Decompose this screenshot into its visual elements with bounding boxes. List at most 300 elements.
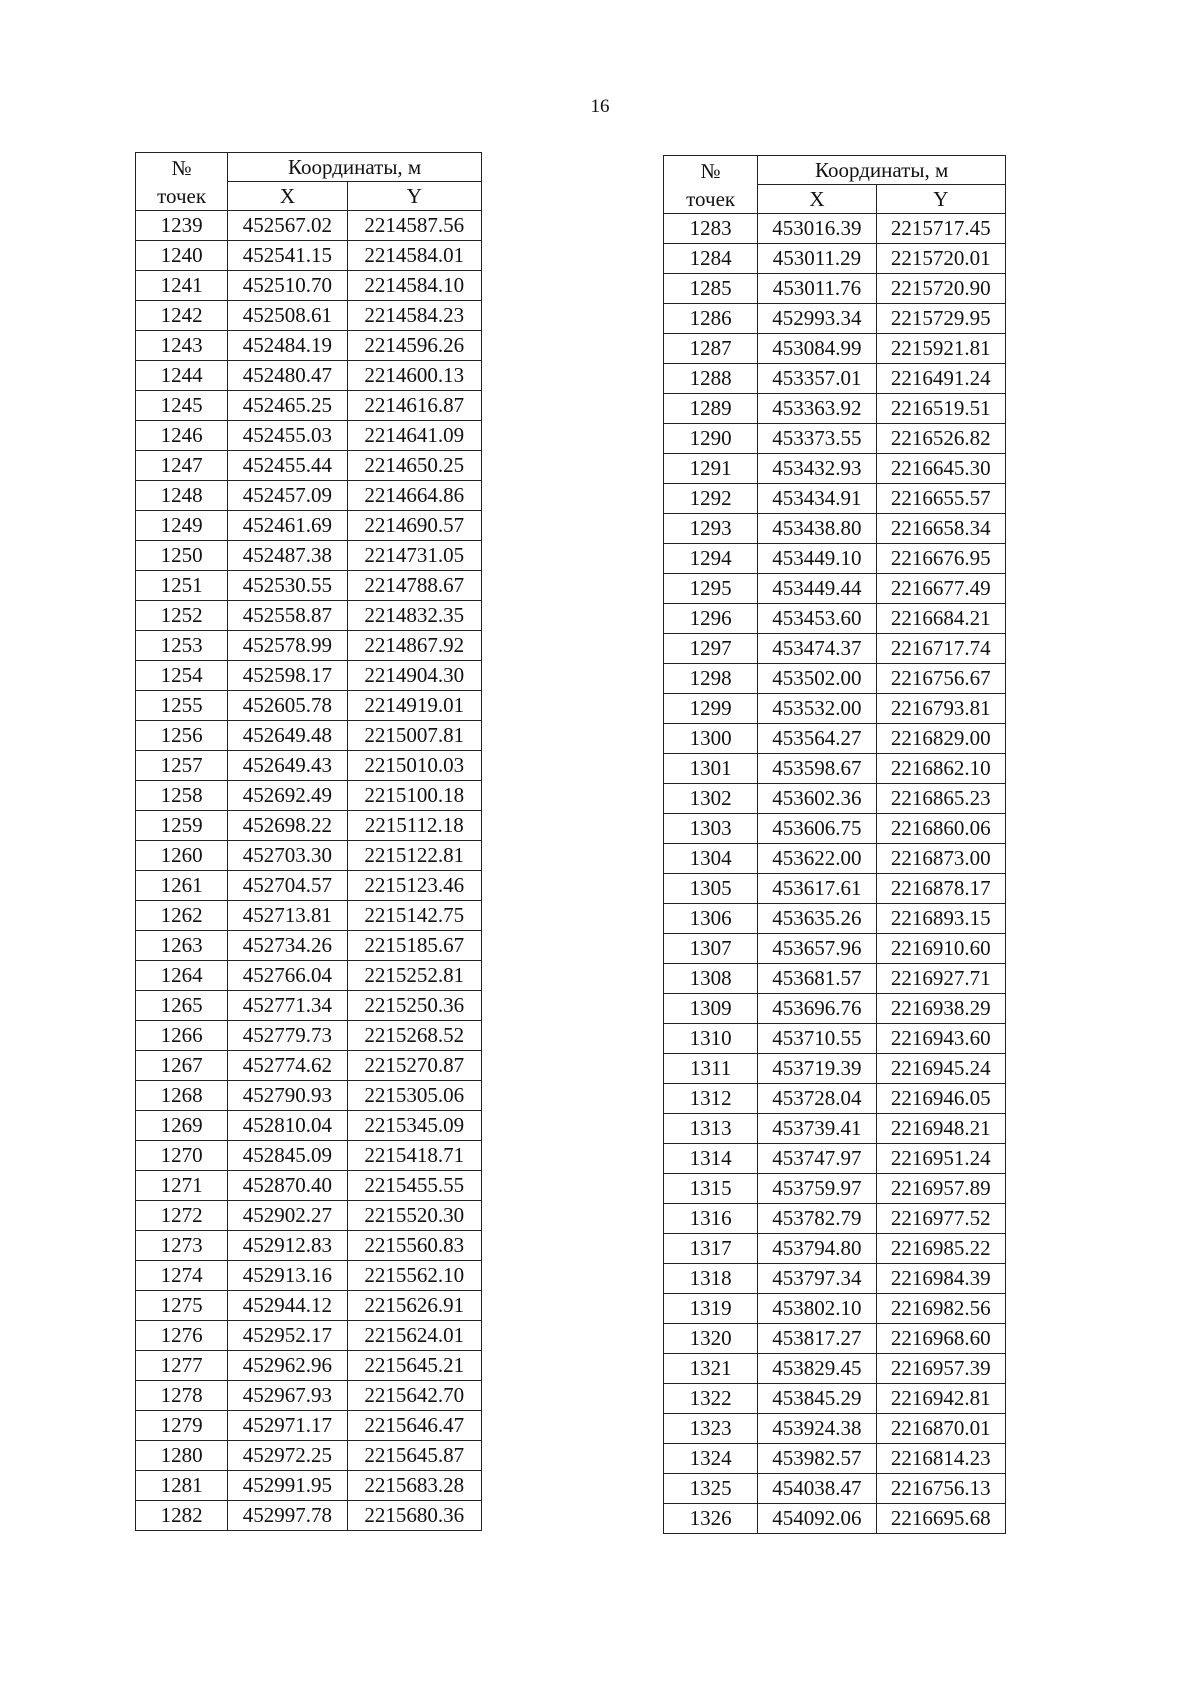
- point-number-cell: 1247: [136, 451, 228, 481]
- table-row: [136, 991, 482, 1021]
- point-number-cell: 1240: [136, 241, 228, 271]
- table-row: [664, 1354, 1006, 1384]
- table-row: [136, 751, 482, 781]
- y-coordinate-cell: 2215122.81: [347, 841, 481, 871]
- x-coordinate-cell: 452649.48: [228, 721, 347, 751]
- x-coordinate-cell: 453016.39: [758, 214, 876, 244]
- table-row: [136, 1141, 482, 1171]
- x-coordinate-cell: 453373.55: [758, 424, 876, 454]
- y-coordinate-cell: 2215250.36: [347, 991, 481, 1021]
- y-coordinate-cell: 2216860.06: [876, 814, 1005, 844]
- x-coordinate-cell: 452649.43: [228, 751, 347, 781]
- point-number-cell: 1308: [664, 964, 758, 994]
- x-coordinate-cell: 453606.75: [758, 814, 876, 844]
- y-coordinate-cell: 2215720.90: [876, 274, 1005, 304]
- table-row: [664, 874, 1006, 904]
- x-coordinate-cell: 452993.34: [758, 304, 876, 334]
- table-row: [136, 1471, 482, 1501]
- y-coordinate-cell: 2215142.75: [347, 901, 481, 931]
- point-number-cell: 1266: [136, 1021, 228, 1051]
- point-number-cell: 1302: [664, 784, 758, 814]
- y-coordinate-cell: 2214919.01: [347, 691, 481, 721]
- point-number-cell: 1315: [664, 1174, 758, 1204]
- table-row: [136, 961, 482, 991]
- y-coordinate-cell: 2215252.81: [347, 961, 481, 991]
- point-number-cell: 1249: [136, 511, 228, 541]
- y-coordinate-cell: 2216829.00: [876, 724, 1005, 754]
- table-row: [136, 811, 482, 841]
- table-row: [136, 481, 482, 511]
- table-row: [664, 544, 1006, 574]
- y-coordinate-cell: 2215010.03: [347, 751, 481, 781]
- table-row: [664, 214, 1006, 244]
- x-coordinate-cell: 452790.93: [228, 1081, 347, 1111]
- point-number-cell: 1322: [664, 1384, 758, 1414]
- table-row: [664, 904, 1006, 934]
- point-number-cell: 1313: [664, 1114, 758, 1144]
- table-row: [136, 241, 482, 271]
- table-row: [136, 721, 482, 751]
- x-coordinate-cell: 452766.04: [228, 961, 347, 991]
- y-coordinate-cell: 2216927.71: [876, 964, 1005, 994]
- table-row: [664, 754, 1006, 784]
- point-number-cell: 1316: [664, 1204, 758, 1234]
- table-row: [136, 1261, 482, 1291]
- x-coordinate-cell: 453635.26: [758, 904, 876, 934]
- points-label: точек: [157, 183, 207, 208]
- point-number-cell: 1326: [664, 1504, 758, 1534]
- point-number-cell: 1291: [664, 454, 758, 484]
- point-number-cell: 1311: [664, 1054, 758, 1084]
- point-number-cell: 1280: [136, 1441, 228, 1471]
- y-coordinate-cell: 2216695.68: [876, 1504, 1005, 1534]
- table-row: [664, 394, 1006, 424]
- point-number-cell: 1317: [664, 1234, 758, 1264]
- table-row: [664, 484, 1006, 514]
- point-number-cell: 1271: [136, 1171, 228, 1201]
- x-coordinate-cell: 452455.44: [228, 451, 347, 481]
- point-number-cell: 1300: [664, 724, 758, 754]
- x-coordinate-cell: 453357.01: [758, 364, 876, 394]
- y-coordinate-cell: 2216862.10: [876, 754, 1005, 784]
- y-coordinate-cell: 2216814.23: [876, 1444, 1005, 1474]
- x-coordinate-cell: 453474.37: [758, 634, 876, 664]
- x-coordinate-cell: 452997.78: [228, 1501, 347, 1531]
- y-coordinate-cell: 2214584.23: [347, 301, 481, 331]
- y-coordinate-cell: 2216873.00: [876, 844, 1005, 874]
- table-row: [136, 1111, 482, 1141]
- x-coordinate-cell: 452598.17: [228, 661, 347, 691]
- x-coordinate-cell: 452558.87: [228, 601, 347, 631]
- y-coordinate-cell: 2215185.67: [347, 931, 481, 961]
- table-row: [136, 361, 482, 391]
- y-coordinate-cell: 2216878.17: [876, 874, 1005, 904]
- x-coordinate-cell: 452713.81: [228, 901, 347, 931]
- point-number-cell: 1281: [136, 1471, 228, 1501]
- point-number-cell: 1265: [136, 991, 228, 1021]
- point-number-cell: 1288: [664, 364, 758, 394]
- table-row: [664, 604, 1006, 634]
- y-coordinate-cell: 2216717.74: [876, 634, 1005, 664]
- x-coordinate-cell: 452967.93: [228, 1381, 347, 1411]
- y-coordinate-cell: 2215646.47: [347, 1411, 481, 1441]
- point-number-cell: 1301: [664, 754, 758, 784]
- point-number-cell: 1293: [664, 514, 758, 544]
- x-coordinate-cell: 453434.91: [758, 484, 876, 514]
- x-coordinate-cell: 452510.70: [228, 271, 347, 301]
- point-number-cell: 1275: [136, 1291, 228, 1321]
- y-coordinate-cell: 2216957.89: [876, 1174, 1005, 1204]
- table-row: [664, 724, 1006, 754]
- point-number-cell: 1289: [664, 394, 758, 424]
- point-number-cell: 1256: [136, 721, 228, 751]
- x-column-header: X: [758, 185, 876, 214]
- table-row: [664, 424, 1006, 454]
- y-coordinate-cell: 2215683.28: [347, 1471, 481, 1501]
- point-number-cell: 1295: [664, 574, 758, 604]
- table-row: [664, 514, 1006, 544]
- table-row: [136, 901, 482, 931]
- x-coordinate-cell: 452810.04: [228, 1111, 347, 1141]
- y-coordinate-cell: 2214832.35: [347, 601, 481, 631]
- y-coordinate-cell: 2214641.09: [347, 421, 481, 451]
- point-number-cell: 1324: [664, 1444, 758, 1474]
- table-row: [664, 1084, 1006, 1114]
- x-coordinate-cell: 452779.73: [228, 1021, 347, 1051]
- point-number-cell: 1250: [136, 541, 228, 571]
- x-coordinate-cell: 453794.80: [758, 1234, 876, 1264]
- point-number-cell: 1297: [664, 634, 758, 664]
- table-row: [664, 1264, 1006, 1294]
- x-coordinate-cell: 453011.29: [758, 244, 876, 274]
- x-coordinate-cell: 453449.44: [758, 574, 876, 604]
- y-coordinate-cell: 2215921.81: [876, 334, 1005, 364]
- y-coordinate-cell: 2215268.52: [347, 1021, 481, 1051]
- x-coordinate-cell: 453845.29: [758, 1384, 876, 1414]
- x-coordinate-cell: 452698.22: [228, 811, 347, 841]
- table-row: [664, 814, 1006, 844]
- x-coordinate-cell: 453829.45: [758, 1354, 876, 1384]
- x-coordinate-cell: 453602.36: [758, 784, 876, 814]
- table-row: [136, 511, 482, 541]
- y-coordinate-cell: 2216519.51: [876, 394, 1005, 424]
- x-coordinate-cell: 452952.17: [228, 1321, 347, 1351]
- point-number-cell: 1241: [136, 271, 228, 301]
- number-sign-label: №: [171, 155, 192, 180]
- y-coordinate-cell: 2216957.39: [876, 1354, 1005, 1384]
- point-number-cell: 1252: [136, 601, 228, 631]
- table-row: [136, 1291, 482, 1321]
- x-coordinate-cell: 452480.47: [228, 361, 347, 391]
- x-coordinate-cell: 452734.26: [228, 931, 347, 961]
- x-coordinate-cell: 453657.96: [758, 934, 876, 964]
- table-row: [136, 1441, 482, 1471]
- table-row: [136, 931, 482, 961]
- point-number-cell: 1285: [664, 274, 758, 304]
- x-coordinate-cell: 452530.55: [228, 571, 347, 601]
- point-number-cell: 1305: [664, 874, 758, 904]
- x-coordinate-cell: 453759.97: [758, 1174, 876, 1204]
- table-row: [664, 454, 1006, 484]
- x-coordinate-cell: 453438.80: [758, 514, 876, 544]
- y-coordinate-cell: 2216526.82: [876, 424, 1005, 454]
- table-row: [136, 451, 482, 481]
- x-coordinate-cell: 452913.16: [228, 1261, 347, 1291]
- point-number-cell: 1287: [664, 334, 758, 364]
- table-row: [136, 571, 482, 601]
- table-row: [664, 964, 1006, 994]
- x-coordinate-cell: 452457.09: [228, 481, 347, 511]
- x-coordinate-cell: 452461.69: [228, 511, 347, 541]
- table-row: [136, 1351, 482, 1381]
- point-number-cell: 1260: [136, 841, 228, 871]
- point-number-cell: 1261: [136, 871, 228, 901]
- y-column-header: Y: [876, 185, 1005, 214]
- table-row: [136, 421, 482, 451]
- table-row: [136, 661, 482, 691]
- point-number-cell: 1239: [136, 211, 228, 241]
- page-number: 16: [590, 96, 610, 117]
- point-number-cell: 1307: [664, 934, 758, 964]
- table-row: [136, 781, 482, 811]
- x-coordinate-cell: 452944.12: [228, 1291, 347, 1321]
- x-coordinate-cell: 452465.25: [228, 391, 347, 421]
- y-coordinate-cell: 2214650.25: [347, 451, 481, 481]
- table-row: [664, 1024, 1006, 1054]
- table-row: [664, 994, 1006, 1024]
- y-coordinate-cell: 2214904.30: [347, 661, 481, 691]
- table-row: [136, 841, 482, 871]
- x-coordinate-cell: 453564.27: [758, 724, 876, 754]
- point-number-cell: 1274: [136, 1261, 228, 1291]
- point-number-cell: 1255: [136, 691, 228, 721]
- y-coordinate-cell: 2216910.60: [876, 934, 1005, 964]
- point-number-cell: 1314: [664, 1144, 758, 1174]
- x-coordinate-cell: 453802.10: [758, 1294, 876, 1324]
- table-row: [664, 1474, 1006, 1504]
- point-number-cell: 1278: [136, 1381, 228, 1411]
- y-coordinate-cell: 2216938.29: [876, 994, 1005, 1024]
- y-coordinate-cell: 2214600.13: [347, 361, 481, 391]
- point-number-cell: 1253: [136, 631, 228, 661]
- y-coordinate-cell: 2215626.91: [347, 1291, 481, 1321]
- point-number-cell: 1262: [136, 901, 228, 931]
- x-coordinate-cell: 452578.99: [228, 631, 347, 661]
- y-coordinate-cell: 2216658.34: [876, 514, 1005, 544]
- point-number-cell: 1272: [136, 1201, 228, 1231]
- table-row: [664, 1324, 1006, 1354]
- y-coordinate-cell: 2216968.60: [876, 1324, 1005, 1354]
- y-coordinate-cell: 2215645.21: [347, 1351, 481, 1381]
- y-coordinate-cell: 2215680.36: [347, 1501, 481, 1531]
- point-number-cell: 1259: [136, 811, 228, 841]
- y-coordinate-cell: 2216756.67: [876, 664, 1005, 694]
- point-number-cell: 1292: [664, 484, 758, 514]
- x-coordinate-cell: 452692.49: [228, 781, 347, 811]
- y-coordinate-cell: 2214788.67: [347, 571, 481, 601]
- point-number-cell: 1279: [136, 1411, 228, 1441]
- table-row: [664, 664, 1006, 694]
- x-coordinate-cell: 453681.57: [758, 964, 876, 994]
- table-row: [664, 1444, 1006, 1474]
- x-coordinate-cell: 454038.47: [758, 1474, 876, 1504]
- y-coordinate-cell: 2215112.18: [347, 811, 481, 841]
- x-coordinate-cell: 453598.67: [758, 754, 876, 784]
- x-coordinate-cell: 452567.02: [228, 211, 347, 241]
- y-coordinate-cell: 2214867.92: [347, 631, 481, 661]
- point-number-cell: 1282: [136, 1501, 228, 1531]
- point-number-cell: 1299: [664, 694, 758, 724]
- table-row: [136, 1231, 482, 1261]
- table-row: [136, 391, 482, 421]
- y-coordinate-cell: 2214587.56: [347, 211, 481, 241]
- y-coordinate-cell: 2216945.24: [876, 1054, 1005, 1084]
- table-row: [136, 691, 482, 721]
- table-row: [664, 934, 1006, 964]
- point-number-cell: 1269: [136, 1111, 228, 1141]
- x-coordinate-cell: 453782.79: [758, 1204, 876, 1234]
- y-coordinate-cell: 2216865.23: [876, 784, 1005, 814]
- point-number-cell: 1245: [136, 391, 228, 421]
- coordinates-table-right: [663, 155, 1006, 1534]
- y-coordinate-cell: 2214584.10: [347, 271, 481, 301]
- x-coordinate-cell: 452703.30: [228, 841, 347, 871]
- x-coordinate-cell: 453453.60: [758, 604, 876, 634]
- table-row: [136, 1381, 482, 1411]
- table-body-right: [664, 214, 1006, 1534]
- y-coordinate-cell: 2216645.30: [876, 454, 1005, 484]
- table-row: [136, 541, 482, 571]
- y-coordinate-cell: 2216951.24: [876, 1144, 1005, 1174]
- table-row: [664, 634, 1006, 664]
- coordinates-header: Координаты, м: [758, 156, 1006, 185]
- x-coordinate-cell: 453982.57: [758, 1444, 876, 1474]
- point-number-cell: 1306: [664, 904, 758, 934]
- x-coordinate-cell: 453084.99: [758, 334, 876, 364]
- y-coordinate-cell: 2216948.21: [876, 1114, 1005, 1144]
- y-coordinate-cell: 2214596.26: [347, 331, 481, 361]
- table-row: [136, 271, 482, 301]
- table-row: [136, 1411, 482, 1441]
- y-coordinate-cell: 2216756.13: [876, 1474, 1005, 1504]
- point-number-cell: 1283: [664, 214, 758, 244]
- x-coordinate-cell: 452845.09: [228, 1141, 347, 1171]
- x-coordinate-cell: 452991.95: [228, 1471, 347, 1501]
- x-coordinate-cell: 452704.57: [228, 871, 347, 901]
- x-coordinate-cell: 452972.25: [228, 1441, 347, 1471]
- coordinates-header: Координаты, м: [228, 153, 482, 182]
- x-coordinate-cell: 453747.97: [758, 1144, 876, 1174]
- point-number-cell: 1303: [664, 814, 758, 844]
- table-row: [664, 1504, 1006, 1534]
- table-row: [664, 1384, 1006, 1414]
- number-sign-label: №: [700, 158, 721, 183]
- y-coordinate-cell: 2216946.05: [876, 1084, 1005, 1114]
- table-row: [664, 334, 1006, 364]
- y-column-header: Y: [347, 182, 481, 211]
- y-coordinate-cell: 2216984.39: [876, 1264, 1005, 1294]
- y-coordinate-cell: 2216977.52: [876, 1204, 1005, 1234]
- x-coordinate-cell: 452870.40: [228, 1171, 347, 1201]
- table-row: [664, 784, 1006, 814]
- table-row: [664, 1144, 1006, 1174]
- x-coordinate-cell: 452484.19: [228, 331, 347, 361]
- table-row: [664, 1414, 1006, 1444]
- y-coordinate-cell: 2214664.86: [347, 481, 481, 511]
- point-number-cell: 1251: [136, 571, 228, 601]
- x-coordinate-cell: 452971.17: [228, 1411, 347, 1441]
- coordinates-table-left: [135, 152, 482, 1531]
- table-row: [664, 694, 1006, 724]
- x-coordinate-cell: 452605.78: [228, 691, 347, 721]
- y-coordinate-cell: 2215562.10: [347, 1261, 481, 1291]
- table-row: [136, 1021, 482, 1051]
- points-label: точек: [686, 186, 736, 211]
- table-row: [136, 1201, 482, 1231]
- point-number-cell: 1323: [664, 1414, 758, 1444]
- table-row: [136, 301, 482, 331]
- point-number-header: [664, 156, 758, 214]
- table-row: [664, 1234, 1006, 1264]
- x-coordinate-cell: 453696.76: [758, 994, 876, 1024]
- y-coordinate-cell: 2216491.24: [876, 364, 1005, 394]
- x-coordinate-cell: 452455.03: [228, 421, 347, 451]
- x-coordinate-cell: 453622.00: [758, 844, 876, 874]
- y-coordinate-cell: 2215560.83: [347, 1231, 481, 1261]
- y-coordinate-cell: 2216676.95: [876, 544, 1005, 574]
- point-number-cell: 1319: [664, 1294, 758, 1324]
- x-coordinate-cell: 453817.27: [758, 1324, 876, 1354]
- point-number-cell: 1290: [664, 424, 758, 454]
- y-coordinate-cell: 2215645.87: [347, 1441, 481, 1471]
- y-coordinate-cell: 2214584.01: [347, 241, 481, 271]
- point-number-cell: 1325: [664, 1474, 758, 1504]
- x-coordinate-cell: 453449.10: [758, 544, 876, 574]
- point-number-cell: 1304: [664, 844, 758, 874]
- y-coordinate-cell: 2215007.81: [347, 721, 481, 751]
- table-row: [136, 211, 482, 241]
- y-coordinate-cell: 2214731.05: [347, 541, 481, 571]
- point-number-cell: 1298: [664, 664, 758, 694]
- point-number-cell: 1263: [136, 931, 228, 961]
- point-number-cell: 1264: [136, 961, 228, 991]
- point-number-cell: 1284: [664, 244, 758, 274]
- table-row: [664, 574, 1006, 604]
- point-number-cell: 1310: [664, 1024, 758, 1054]
- y-coordinate-cell: 2216985.22: [876, 1234, 1005, 1264]
- point-number-cell: 1267: [136, 1051, 228, 1081]
- point-number-cell: 1257: [136, 751, 228, 781]
- x-coordinate-cell: 453797.34: [758, 1264, 876, 1294]
- table-row: [664, 274, 1006, 304]
- point-number-cell: 1318: [664, 1264, 758, 1294]
- x-coordinate-cell: 453924.38: [758, 1414, 876, 1444]
- x-coordinate-cell: 452541.15: [228, 241, 347, 271]
- table-row: [136, 601, 482, 631]
- y-coordinate-cell: 2215642.70: [347, 1381, 481, 1411]
- y-coordinate-cell: 2216655.57: [876, 484, 1005, 514]
- x-coordinate-cell: 452487.38: [228, 541, 347, 571]
- point-number-cell: 1294: [664, 544, 758, 574]
- y-coordinate-cell: 2214616.87: [347, 391, 481, 421]
- point-number-cell: 1312: [664, 1084, 758, 1114]
- table-row: [664, 1204, 1006, 1234]
- table-row: [136, 871, 482, 901]
- y-coordinate-cell: 2215270.87: [347, 1051, 481, 1081]
- x-coordinate-cell: 452508.61: [228, 301, 347, 331]
- x-coordinate-cell: 453532.00: [758, 694, 876, 724]
- table-row: [136, 1501, 482, 1531]
